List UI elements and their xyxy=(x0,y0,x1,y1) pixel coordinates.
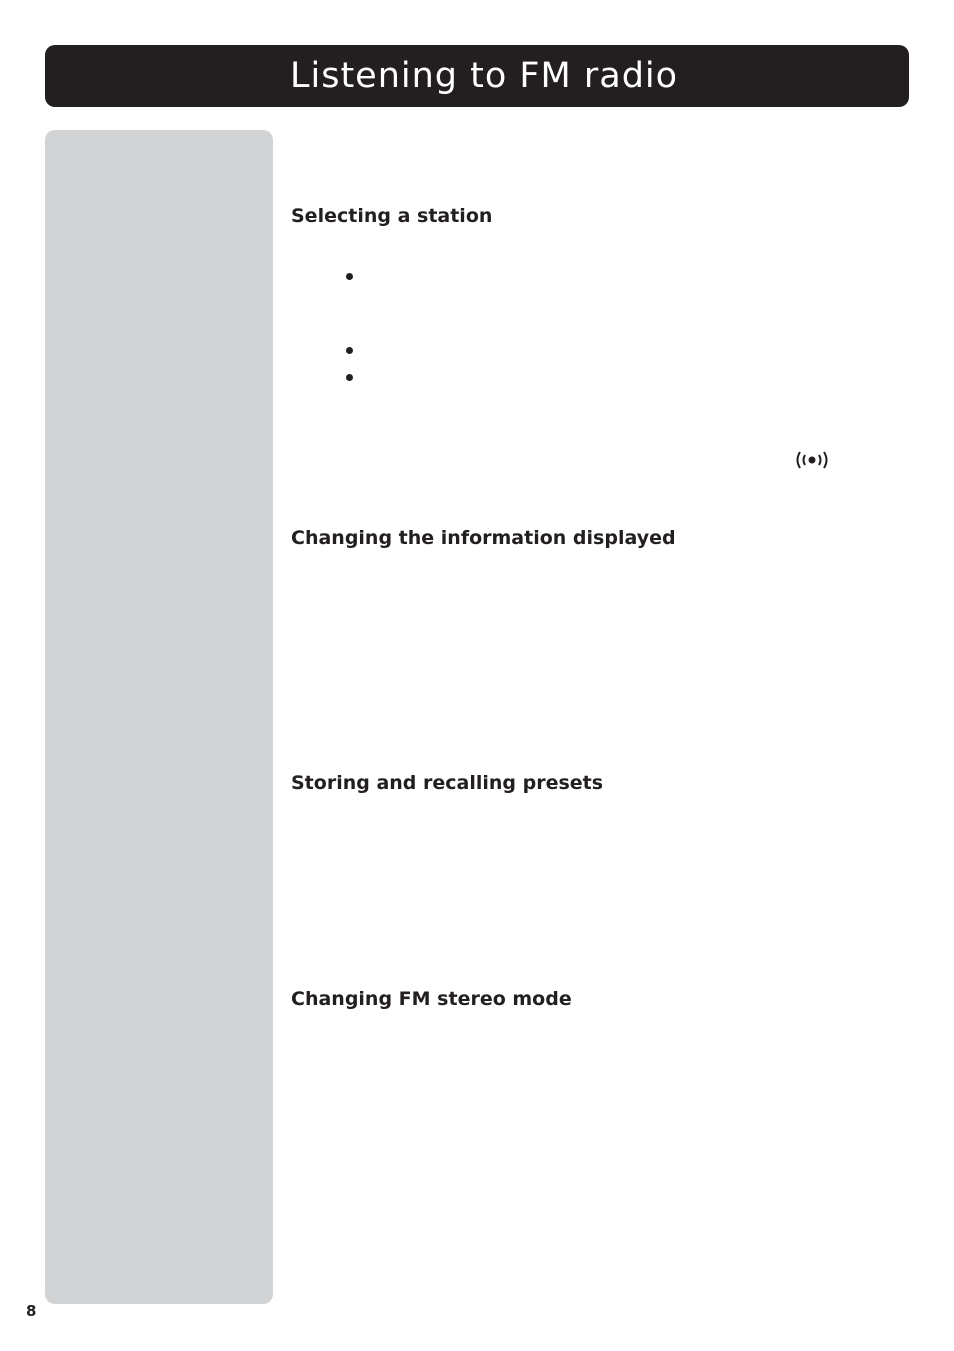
bullet-point xyxy=(346,374,353,381)
section-heading-presets: Storing and recalling presets xyxy=(291,772,604,794)
page-number: 8 xyxy=(26,1302,37,1320)
bullet-point xyxy=(346,273,353,280)
page-title: Listening to FM radio xyxy=(290,56,679,96)
bullet-point xyxy=(346,347,353,354)
title-bar xyxy=(45,45,909,107)
stereo-indicator-icon xyxy=(794,450,830,470)
sidebar-panel xyxy=(45,130,273,1304)
section-heading-information-displayed: Changing the information displayed xyxy=(291,527,676,549)
section-heading-stereo-mode: Changing FM stereo mode xyxy=(291,988,572,1010)
section-heading-selecting-station: Selecting a station xyxy=(291,205,493,227)
